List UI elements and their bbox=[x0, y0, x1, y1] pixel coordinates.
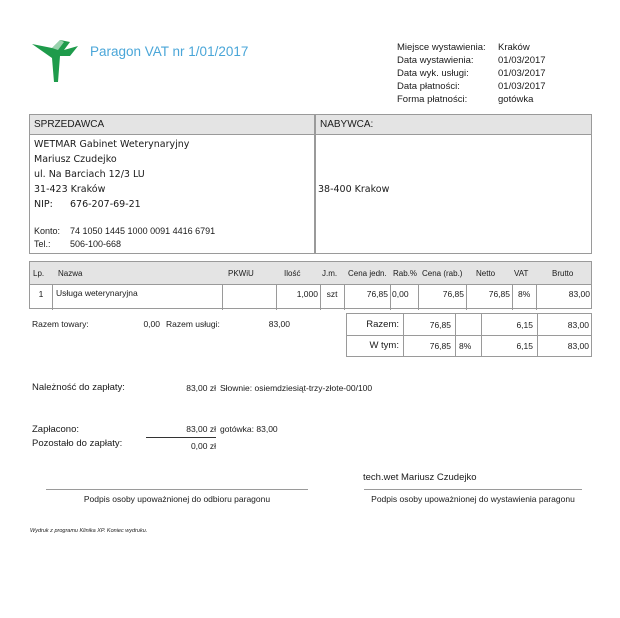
issuer-name: tech.wet Mariusz Czudejko bbox=[363, 472, 477, 483]
th-jm: J.m. bbox=[322, 269, 338, 278]
cell-vat: 8% bbox=[518, 289, 531, 299]
cell-ilosc: 1,000 bbox=[296, 289, 318, 299]
buyer-address: 38-400 Krakow bbox=[318, 184, 390, 195]
th-cena: Cena jedn. bbox=[348, 269, 387, 278]
naleznosc-label: Należność do zapłaty: bbox=[32, 382, 125, 393]
cell-rab: 0,00 bbox=[392, 289, 409, 299]
seller-tel: 506-100-668 bbox=[70, 239, 122, 249]
razem-uslugi-value: 83,00 bbox=[268, 319, 290, 329]
meta-label-payment-date: Data płatności: bbox=[397, 81, 460, 92]
meta-label-issue-date: Data wystawienia: bbox=[397, 55, 474, 66]
clinic-logo-icon bbox=[30, 36, 82, 88]
table-header-divider bbox=[30, 284, 591, 285]
issuer-caption: Podpis osoby upoważnionej do wystawienia paragonu bbox=[371, 494, 575, 504]
th-pkwiu: PKWiU bbox=[228, 269, 254, 278]
buyer-heading: NABYWCA: bbox=[316, 115, 591, 135]
seller-heading: SPRZEDAWCA bbox=[30, 115, 314, 135]
meta-label-payment-form: Forma płatności: bbox=[397, 94, 468, 105]
razem-label: Razem: bbox=[366, 319, 399, 330]
wtym-brutto: 83,00 bbox=[567, 341, 589, 351]
vat-summary-box bbox=[346, 313, 592, 357]
meta-label-service-date: Data wyk. usługi: bbox=[397, 68, 469, 79]
meta-value-payment-date: 01/03/2017 bbox=[498, 81, 546, 92]
wtym-netto: 76,85 bbox=[429, 341, 451, 351]
meta-value-service-date: 01/03/2017 bbox=[498, 68, 546, 79]
seller-owner: Mariusz Czudejko bbox=[34, 154, 117, 165]
naleznosc-value: 83,00 zł bbox=[186, 383, 216, 393]
seller-tel-label: Tel.: bbox=[34, 239, 51, 249]
seller-konto-label: Konto: bbox=[34, 226, 61, 236]
document-title: Paragon VAT nr 1/01/2017 bbox=[90, 44, 249, 59]
th-vat: VAT bbox=[514, 269, 529, 278]
receiver-signature-line bbox=[46, 489, 308, 490]
issuer-signature-line bbox=[364, 489, 582, 490]
wtym-vat: 6,15 bbox=[516, 341, 533, 351]
razem-towary-label: Razem towary: bbox=[32, 319, 89, 329]
meta-label-place: Miejsce wystawienia: bbox=[397, 42, 486, 53]
zaplacono-underline bbox=[146, 437, 216, 438]
th-netto: Netto bbox=[476, 269, 496, 278]
razem-netto: 76,85 bbox=[429, 320, 451, 330]
cell-cena-rab: 76,85 bbox=[442, 289, 464, 299]
th-ilosc: Ilość bbox=[284, 269, 301, 278]
razem-vat: 6,15 bbox=[516, 320, 533, 330]
items-table bbox=[29, 261, 592, 309]
seller-konto: 74 1050 1445 1000 0091 4416 6791 bbox=[70, 226, 216, 236]
table-header-bg bbox=[30, 262, 591, 284]
th-cena-rab: Cena (rab.) bbox=[422, 269, 463, 278]
th-brutto: Brutto bbox=[552, 269, 574, 278]
seller-city: 31-423 Kraków bbox=[34, 184, 106, 195]
meta-value-place: Kraków bbox=[498, 42, 530, 53]
seller-name: WETMAR Gabinet Weterynaryjny bbox=[34, 139, 190, 150]
pozostalo-value: 0,00 zł bbox=[190, 441, 216, 451]
wtym-rate: 8% bbox=[459, 341, 472, 351]
zaplacono-gotowka: gotówka: 83,00 bbox=[220, 424, 278, 434]
meta-value-issue-date: 01/03/2017 bbox=[498, 55, 546, 66]
receiver-caption: Podpis osoby upoważnionej do odbioru paragonu bbox=[83, 494, 271, 504]
slownie: Słownie: osiemdziesiąt-trzy-złote-00/100 bbox=[220, 383, 373, 393]
seller-nip: 676-207-69-21 bbox=[70, 199, 141, 210]
buyer-box bbox=[315, 114, 592, 254]
cell-jm: szt bbox=[326, 289, 338, 299]
cell-cena: 76,85 bbox=[366, 289, 388, 299]
razem-brutto: 83,00 bbox=[567, 320, 589, 330]
cell-lp: 1 bbox=[38, 289, 44, 299]
th-lp: Lp. bbox=[33, 269, 45, 278]
cell-brutto: 83,00 bbox=[568, 289, 590, 299]
seller-box bbox=[29, 114, 315, 254]
zaplacono-label: Zapłacono: bbox=[32, 424, 80, 435]
razem-towary-value: 0,00 bbox=[143, 319, 160, 329]
print-footer: Wydruk z programu Klinika XP. Koniec wydruku. bbox=[30, 528, 148, 534]
razem-uslugi-label: Razem usługi: bbox=[166, 319, 220, 329]
pozostalo-label: Pozostało do zapłaty: bbox=[32, 438, 123, 449]
cell-netto: 76,85 bbox=[488, 289, 510, 299]
wtym-label: W tym: bbox=[369, 340, 399, 351]
zaplacono-value: 83,00 zł bbox=[186, 424, 216, 434]
cell-nazwa: Usługa weterynaryjna bbox=[56, 288, 138, 298]
th-rab: Rab.% bbox=[393, 269, 418, 278]
th-nazwa: Nazwa bbox=[58, 269, 83, 278]
seller-nip-label: NIP: bbox=[34, 199, 53, 210]
meta-value-payment-form: gotówka bbox=[498, 94, 534, 105]
seller-street: ul. Na Barciach 12/3 LU bbox=[34, 169, 145, 180]
